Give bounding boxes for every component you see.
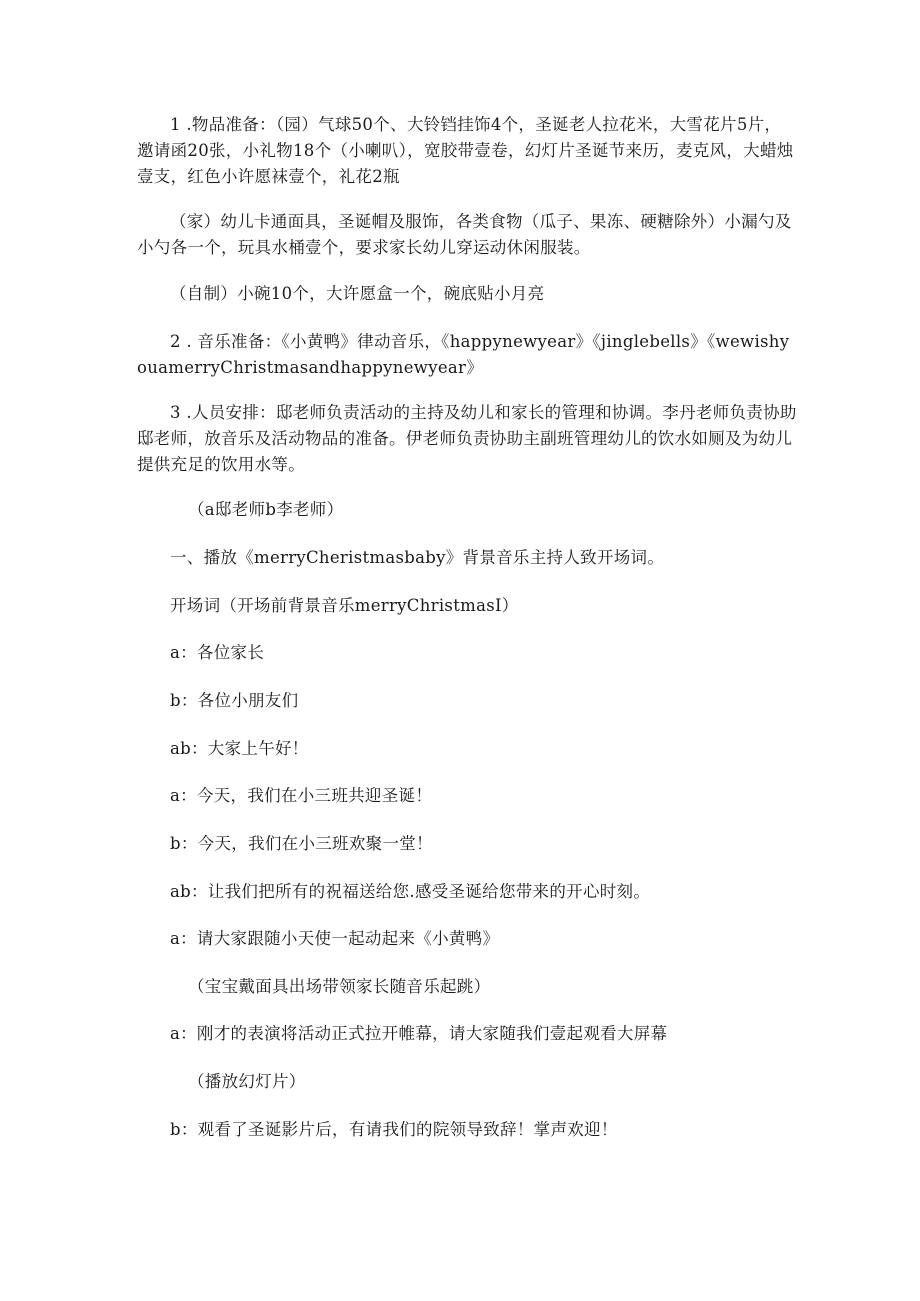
host-roles-note: （a邸老师b李老师）: [188, 500, 344, 519]
dialogue-line: a：各位家长: [170, 643, 265, 662]
stage-direction: （宝宝戴面具出场带领家长随音乐起跳）: [188, 977, 491, 996]
paragraph-supplies-homemade: （自制）小碗10个，大许愿盒一个，碗底贴小月亮: [170, 284, 545, 303]
dialogue-line: ab：让我们把所有的祝福送给您.感受圣诞给您带来的开心时刻。: [170, 882, 651, 901]
dialogue-line: b：各位小朋友们: [170, 691, 299, 710]
section-heading-opening: 一、播放《merryCheristmasbaby》背景音乐主持人致开场词。: [170, 548, 665, 567]
dialogue-line: b：观看了圣诞影片后，有请我们的院领导致辞！掌声欢迎！: [170, 1120, 618, 1139]
dialogue-line: a：刚才的表演将活动正式拉开帷幕，请大家随我们壹起观看大屏幕: [170, 1024, 668, 1043]
stage-direction: （播放幻灯片）: [188, 1072, 306, 1091]
dialogue-line: a：今天，我们在小三班共迎圣诞！: [170, 786, 433, 805]
paragraph-supplies-kindergarten: 1 .物品准备：（园）气球50个、大铃铛挂饰4个，圣诞老人拉花米，大雪花片5片，邀请函20张，小礼物18个（小喇叭），宽胶带壹卷，幻灯片圣诞节来历，麦克风，大蜡烛壹支，红色小许愿袜壹个，礼花2瓶: [137, 115, 794, 186]
opening-speech-title: 开场词（开场前背景音乐merryChristmasI）: [170, 596, 519, 615]
paragraph-music-preparation: 2 . 音乐准备：《小黄鸭》律动音乐，《happynewyear》《jinglebells》《wewishyouamerryChristmasandhappynewyear》: [137, 332, 790, 377]
dialogue-line: a：请大家跟随小天使一起动起来《小黄鸭》: [170, 929, 500, 948]
paragraph-staff-arrangement: 3 .人员安排：邸老师负责活动的主持及幼儿和家长的管理和协调。李丹老师负责协助邸老师，放音乐及活动物品的准备。伊老师负责协助主副班管理幼儿的饮水如厕及为幼儿提供充足的饮用水等。: [137, 403, 797, 474]
paragraph-supplies-family: （家）幼儿卡通面具，圣诞帽及服饰，各类食物（瓜子、果冻、硬糖除外）小漏勺及小勺各一个，玩具水桶壹个，要求家长幼儿穿运动休闲服装。: [137, 212, 792, 257]
dialogue-line: ab：大家上午好！: [170, 739, 309, 758]
dialogue-line: b：今天，我们在小三班欢聚一堂！: [170, 834, 433, 853]
